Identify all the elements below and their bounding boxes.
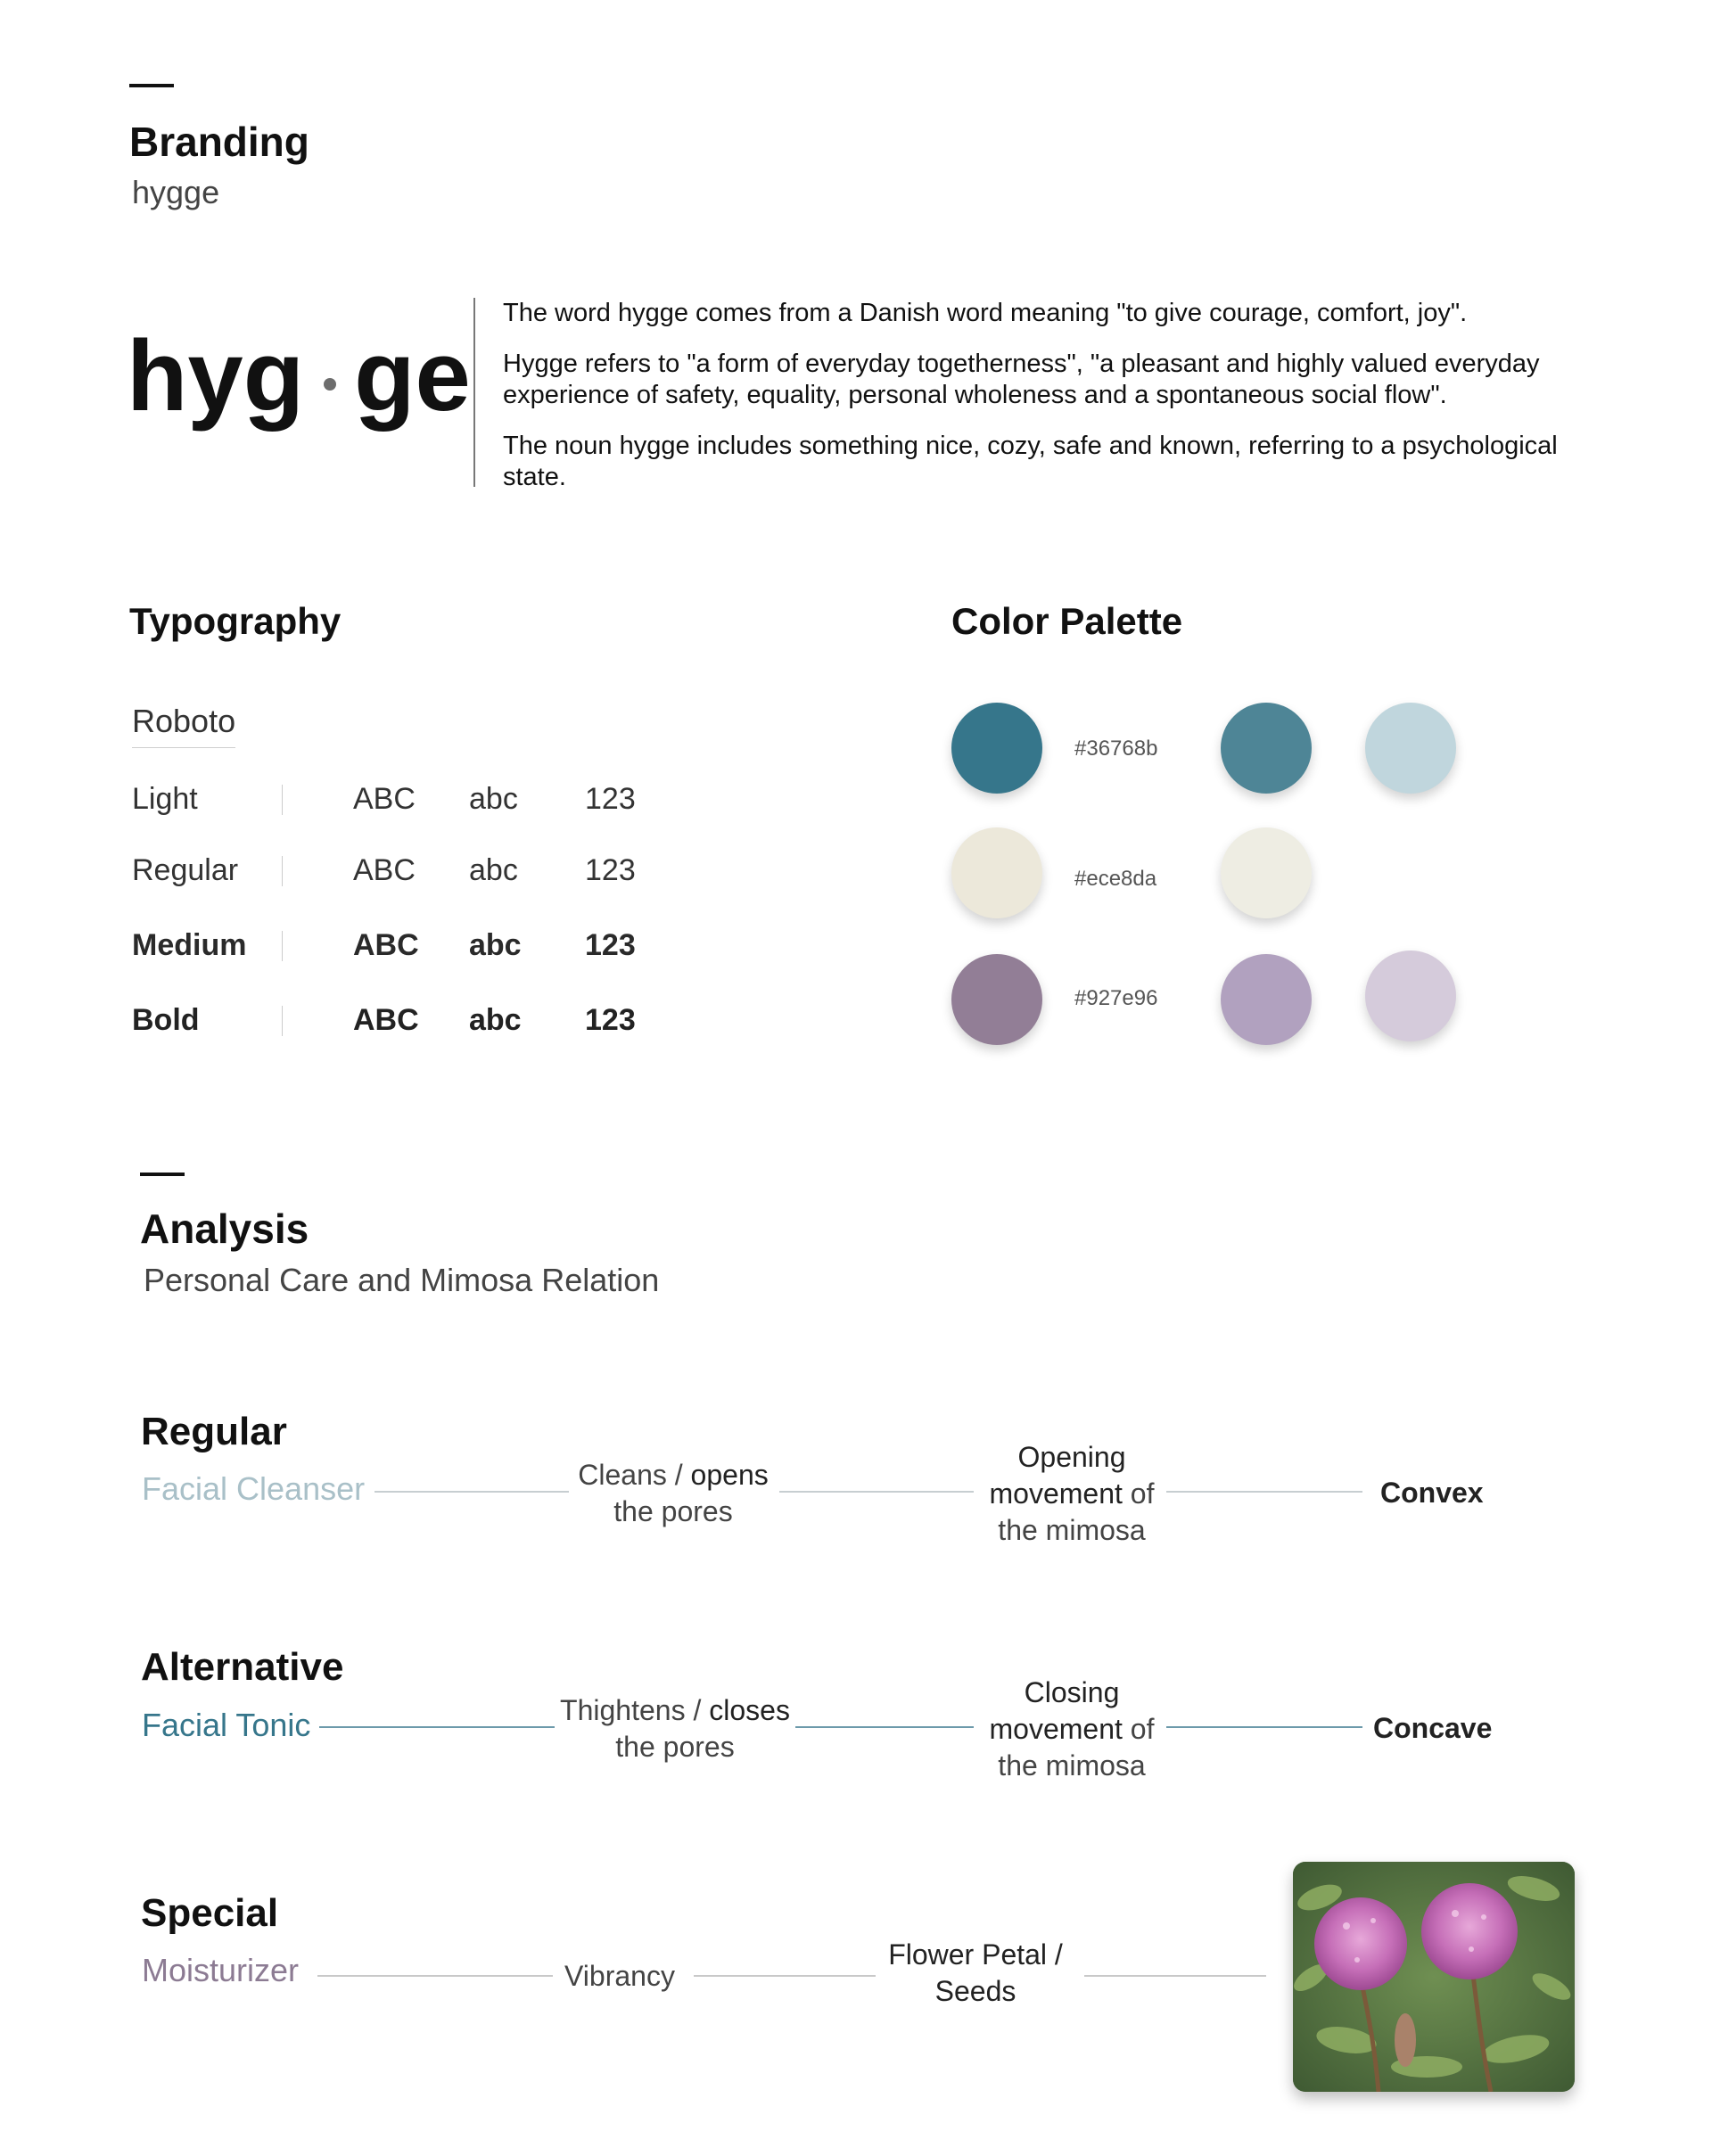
weight-name: Bold bbox=[132, 1003, 200, 1037]
color-swatch bbox=[1365, 950, 1456, 1041]
flower-parts bbox=[877, 1937, 1074, 2010]
weight-row-medium bbox=[132, 927, 667, 963]
movement-line1: Closing bbox=[1024, 1676, 1120, 1708]
movement-closing bbox=[972, 1675, 1172, 1784]
sample-digits: 123 bbox=[585, 1003, 636, 1037]
sample-lower: abc bbox=[469, 853, 518, 887]
sample-upper: ABC bbox=[353, 853, 416, 887]
weight-name: Medium bbox=[132, 928, 247, 962]
connector-line bbox=[1166, 1491, 1362, 1493]
font-name: Roboto bbox=[132, 703, 235, 748]
action-line2: the pores bbox=[613, 1495, 733, 1527]
branding-subtitle: hygge bbox=[132, 174, 220, 210]
row-separator bbox=[282, 931, 283, 961]
logo-divider bbox=[473, 298, 475, 487]
analysis-title: Analysis bbox=[140, 1206, 309, 1252]
connector-line bbox=[1084, 1975, 1266, 1977]
result-concave: Concave bbox=[1373, 1712, 1493, 1744]
row-label-alternative: Alternative bbox=[141, 1645, 344, 1689]
brand-description bbox=[503, 298, 1573, 493]
parts-line1: Flower Petal / bbox=[888, 1938, 1063, 1971]
row-label-special: Special bbox=[141, 1891, 279, 1935]
product-facial-cleanser: Facial Cleanser bbox=[142, 1470, 366, 1507]
result-convex: Convex bbox=[1380, 1477, 1484, 1509]
sample-lower: abc bbox=[469, 1003, 522, 1037]
weight-row-regular bbox=[132, 852, 667, 888]
row-label-regular: Regular bbox=[141, 1410, 287, 1453]
action-light: Cleans / bbox=[578, 1459, 691, 1491]
row-separator bbox=[282, 856, 283, 886]
movement-bold: movement bbox=[989, 1713, 1123, 1745]
color-swatch bbox=[951, 827, 1042, 918]
logo-right: ge bbox=[354, 320, 471, 432]
palette-title: Color Palette bbox=[951, 600, 1183, 642]
connector-line bbox=[317, 1975, 553, 1977]
mimosa-flower-photo bbox=[1293, 1862, 1575, 2092]
connector-line bbox=[374, 1491, 569, 1493]
connector-line bbox=[795, 1726, 974, 1728]
hex-label: #36768b bbox=[1074, 736, 1158, 761]
connector-line bbox=[694, 1975, 876, 1977]
sample-upper: ABC bbox=[353, 928, 419, 962]
action-bold: closes bbox=[709, 1694, 790, 1726]
weight-name: Light bbox=[132, 782, 198, 816]
color-swatch bbox=[1221, 954, 1312, 1045]
hygge-logo bbox=[127, 320, 471, 432]
description-paragraph: The noun hygge includes something nice, cozy, safe and known, referring to a psychological state. bbox=[503, 432, 1558, 491]
weight-row-light bbox=[132, 781, 667, 817]
movement-light: of bbox=[1122, 1713, 1155, 1745]
color-swatch bbox=[1365, 703, 1456, 794]
typography-title: Typography bbox=[129, 600, 342, 642]
section-divider bbox=[140, 1173, 185, 1176]
movement-line3: the mimosa bbox=[998, 1749, 1146, 1782]
branding-title: Branding bbox=[129, 119, 309, 165]
action-bold: opens bbox=[690, 1459, 769, 1491]
connector-line bbox=[319, 1726, 555, 1728]
description-paragraph: The word hygge comes from a Danish word meaning "to give courage, comfort, joy". bbox=[503, 299, 1468, 327]
sample-digits: 123 bbox=[585, 782, 636, 816]
action-cleans-opens bbox=[571, 1457, 776, 1530]
action-light: Thightens / bbox=[560, 1694, 710, 1726]
color-swatch bbox=[1221, 827, 1312, 918]
movement-light: of bbox=[1122, 1477, 1155, 1510]
movement-line3: the mimosa bbox=[998, 1514, 1146, 1546]
color-swatch bbox=[1221, 703, 1312, 794]
weight-row-bold bbox=[132, 1002, 667, 1038]
section-divider bbox=[129, 84, 174, 87]
hex-label: #ece8da bbox=[1074, 867, 1157, 891]
row-separator bbox=[282, 785, 283, 815]
action-tightens-closes bbox=[558, 1692, 792, 1765]
logo-dot bbox=[324, 378, 336, 391]
sample-upper: ABC bbox=[353, 782, 416, 816]
analysis-subtitle: Personal Care and Mimosa Relation bbox=[144, 1262, 660, 1298]
parts-line2: Seeds bbox=[934, 1975, 1017, 2007]
weight-name: Regular bbox=[132, 853, 239, 887]
connector-line bbox=[779, 1491, 974, 1493]
action-vibrancy: Vibrancy bbox=[564, 1960, 675, 1992]
sample-digits: 123 bbox=[585, 853, 636, 887]
action-line2: the pores bbox=[615, 1731, 735, 1763]
product-facial-tonic: Facial Tonic bbox=[142, 1707, 311, 1743]
sample-lower: abc bbox=[469, 782, 518, 816]
color-swatch bbox=[951, 703, 1042, 794]
movement-opening bbox=[972, 1439, 1172, 1549]
sample-lower: abc bbox=[469, 928, 522, 962]
sample-digits: 123 bbox=[585, 928, 636, 962]
color-swatch bbox=[951, 954, 1042, 1045]
sample-upper: ABC bbox=[353, 1003, 419, 1037]
logo-left: hyg bbox=[127, 320, 305, 432]
connector-line bbox=[1166, 1726, 1362, 1728]
product-moisturizer: Moisturizer bbox=[142, 1952, 300, 1988]
mimosa-flower-illustration bbox=[1293, 1862, 1575, 2092]
movement-bold: movement bbox=[989, 1477, 1123, 1510]
movement-line1: Opening bbox=[1017, 1441, 1126, 1473]
hex-label: #927e96 bbox=[1074, 986, 1158, 1010]
row-separator bbox=[282, 1006, 283, 1036]
description-paragraph: Hygge refers to "a form of everyday togetherness", "a pleasant and highly valued everyday experience of safety, equality, personal wholeness and a spontaneous social flow". bbox=[503, 350, 1540, 409]
